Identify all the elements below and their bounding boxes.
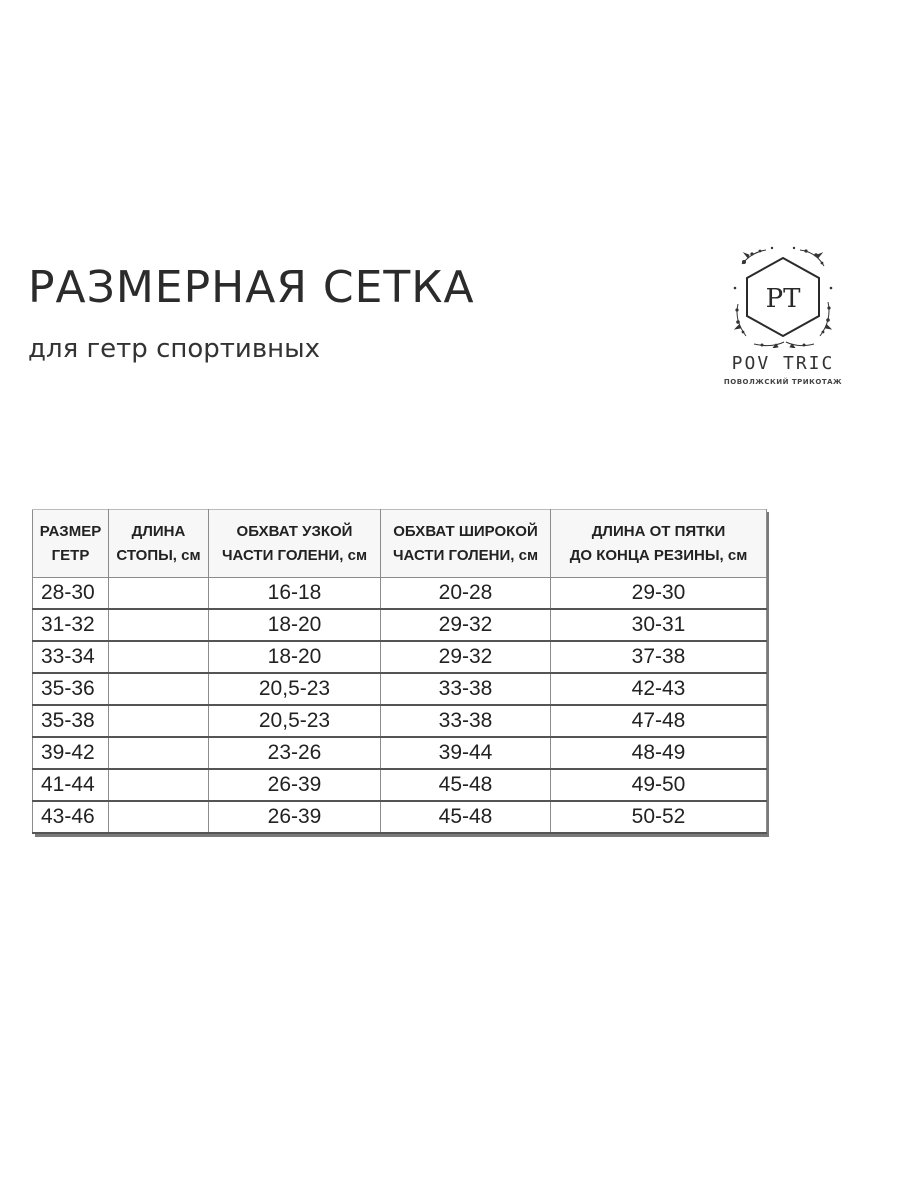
table-cell: 26-39	[209, 801, 381, 833]
table-cell: 35-36	[33, 673, 109, 705]
table-cell: 45-48	[381, 769, 551, 801]
wide-calf-header	[381, 510, 551, 578]
table-cell: 47-48	[551, 705, 767, 737]
header-line: РАЗМЕР	[39, 522, 102, 540]
table-cell: 33-38	[381, 673, 551, 705]
table-row	[33, 641, 767, 673]
table-cell: 35-38	[33, 705, 109, 737]
header-line: ГЕТР	[51, 546, 90, 564]
narrow-calf-header	[209, 510, 381, 578]
logo-emblem-icon	[732, 244, 834, 348]
header-line: ДЛИНА ОТ ПЯТКИ	[591, 522, 726, 540]
table-row	[33, 609, 767, 641]
table-cell: 33-34	[33, 641, 109, 673]
table-cell: 16-18	[209, 578, 381, 610]
header-line: ЧАСТИ ГОЛЕНИ, см	[221, 546, 368, 564]
table-cell: 28-30	[33, 578, 109, 610]
table-cell: 26-39	[209, 769, 381, 801]
header-line: ЧАСТИ ГОЛЕНИ, см	[392, 546, 539, 564]
table-cell: 30-31	[551, 609, 767, 641]
table-cell: 33-38	[381, 705, 551, 737]
header-line: СТОПЫ, см	[116, 546, 201, 564]
table-cell	[109, 801, 209, 833]
size-header	[33, 510, 109, 578]
table-header-row	[33, 510, 767, 578]
table-cell: 37-38	[551, 641, 767, 673]
table-cell: 20-28	[381, 578, 551, 610]
table-cell: 42-43	[551, 673, 767, 705]
foot-length-header	[109, 510, 209, 578]
header-line: ДО КОНЦА РЕЗИНЫ, см	[569, 546, 748, 564]
table-cell: 45-48	[381, 801, 551, 833]
table-row	[33, 737, 767, 769]
table-cell: 20,5-23	[209, 705, 381, 737]
heel-to-band-length-header	[551, 510, 767, 578]
table-cell: 50-52	[551, 801, 767, 833]
table-cell	[109, 673, 209, 705]
table-cell: 39-42	[33, 737, 109, 769]
table-row	[33, 578, 767, 610]
table-cell: 31-32	[33, 609, 109, 641]
table-cell	[109, 641, 209, 673]
size-chart-table-container	[32, 509, 766, 834]
table-row	[33, 673, 767, 705]
table-cell	[109, 609, 209, 641]
header-line: ОБХВАТ ШИРОКОЙ	[393, 522, 538, 540]
logo-brand-name: POV TRIC	[731, 353, 835, 374]
table-cell: 18-20	[209, 641, 381, 673]
table-row	[33, 769, 767, 801]
table-cell	[109, 578, 209, 610]
brand-logo	[718, 240, 848, 400]
table-cell	[109, 769, 209, 801]
table-cell	[109, 705, 209, 737]
table-cell: 29-32	[381, 641, 551, 673]
table-row	[33, 801, 767, 833]
header-line: ДЛИНА	[131, 522, 186, 540]
table-row	[33, 705, 767, 737]
logo-monogram: PT	[765, 284, 801, 314]
table-body	[33, 578, 767, 834]
table-cell: 49-50	[551, 769, 767, 801]
size-chart-table	[32, 509, 767, 834]
table-cell	[109, 737, 209, 769]
table-cell: 23-26	[209, 737, 381, 769]
logo-tagline: ПОВОЛЖСКИЙ ТРИКОТАЖ	[723, 378, 843, 386]
page-title: РАЗМЕРНАЯ СЕТКА	[28, 262, 475, 313]
table-cell: 29-32	[381, 609, 551, 641]
table-cell: 29-30	[551, 578, 767, 610]
table-cell: 43-46	[33, 801, 109, 833]
table-cell: 41-44	[33, 769, 109, 801]
page-subtitle: для гетр спортивных	[28, 334, 321, 364]
header-line: ОБХВАТ УЗКОЙ	[236, 522, 353, 540]
table-cell: 18-20	[209, 609, 381, 641]
table-cell: 20,5-23	[209, 673, 381, 705]
table-cell: 39-44	[381, 737, 551, 769]
table-cell: 48-49	[551, 737, 767, 769]
